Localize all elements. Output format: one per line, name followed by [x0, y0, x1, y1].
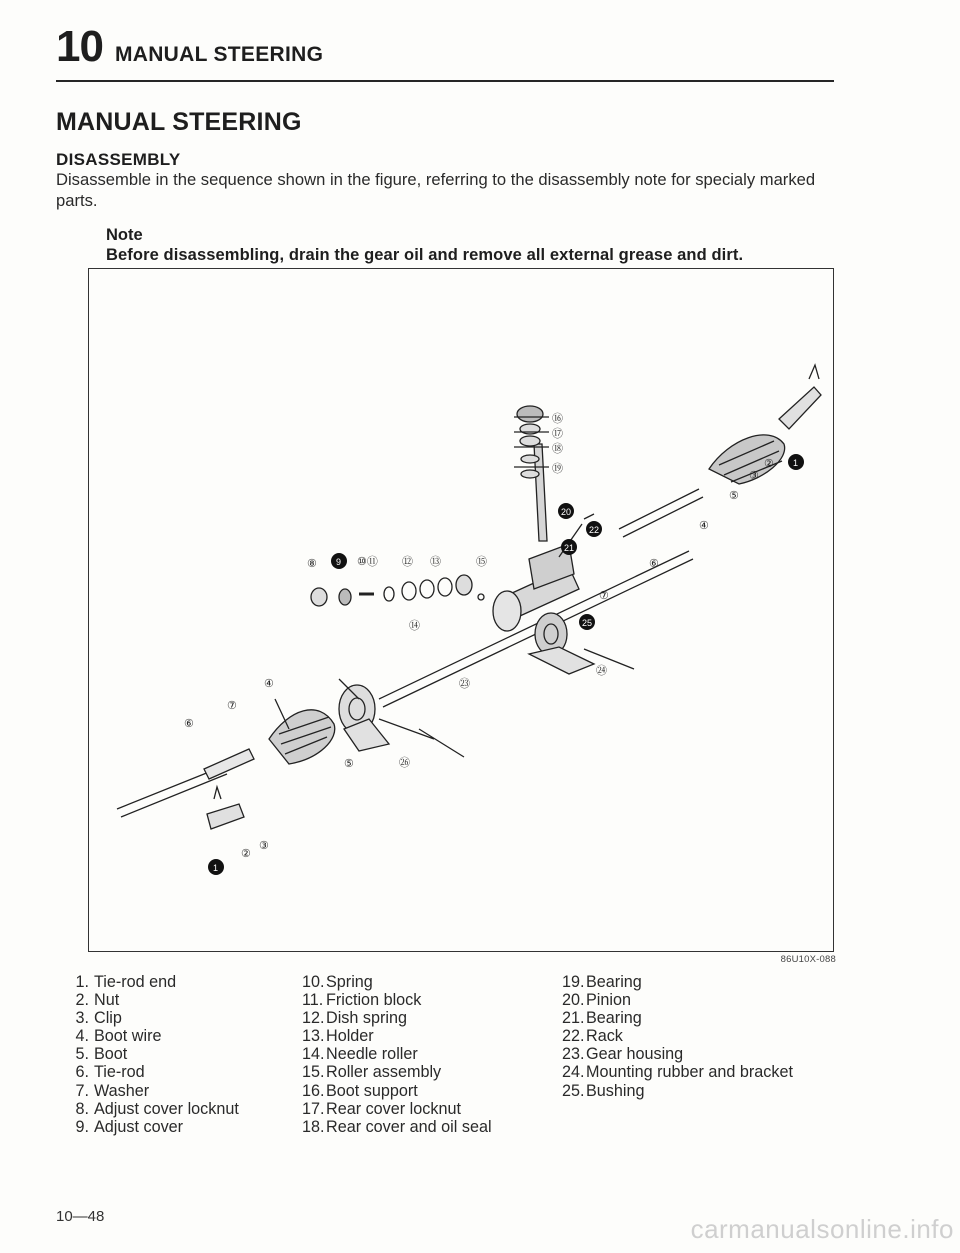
- svg-text:⑦: ⑦: [599, 590, 609, 602]
- exploded-diagram: [88, 268, 834, 952]
- section-title: MANUAL STEERING: [56, 108, 302, 136]
- chapter-number: 10: [56, 22, 103, 71]
- list-item: 22.Rack: [562, 1027, 623, 1046]
- svg-text:③: ③: [259, 840, 269, 852]
- parts-list-column-1: [70, 973, 239, 1136]
- list-item: 8. Adjust cover locknut: [75, 1099, 239, 1118]
- list-item: 21.Bearing: [562, 1009, 642, 1028]
- svg-text:⑫: ⑫: [402, 556, 413, 568]
- list-item: 16.Boot support: [302, 1081, 418, 1100]
- note-text: Before disassembling, drain the gear oil and remove all external grease and dirt.: [106, 246, 744, 264]
- list-item: 25.Bushing: [562, 1081, 645, 1100]
- svg-text:⑤: ⑤: [729, 490, 739, 502]
- chapter-title: MANUAL STEERING: [114, 43, 324, 66]
- svg-text:③: ③: [749, 470, 759, 482]
- list-item: 18.Rear cover and oil seal: [302, 1117, 492, 1136]
- list-item: 5. Boot: [75, 1045, 128, 1064]
- figure-code: 86U10X-088: [780, 954, 836, 965]
- subsection-title: DISASSEMBLY: [56, 150, 181, 169]
- svg-text:1: 1: [793, 458, 799, 468]
- page-number: 10—48: [56, 1208, 105, 1225]
- svg-text:㉖: ㉖: [399, 757, 410, 769]
- svg-text:1: 1: [213, 863, 219, 873]
- svg-text:⑬: ⑬: [430, 556, 441, 568]
- svg-text:㉓: ㉓: [459, 678, 470, 690]
- list-item: 11. Friction block: [302, 991, 422, 1010]
- list-item: 13.Holder: [302, 1027, 374, 1046]
- list-item: 10.Spring: [302, 973, 373, 991]
- parts-list-column-2: [302, 973, 492, 1136]
- list-item: 23.Gear housing: [562, 1045, 684, 1064]
- svg-text:⑭: ⑭: [409, 620, 420, 632]
- steering-gear-illustration: [89, 269, 835, 953]
- list-item: 9. Adjust cover: [75, 1117, 184, 1136]
- list-item: 1. Tie-rod end: [75, 973, 177, 991]
- svg-text:⑧: ⑧: [307, 558, 317, 570]
- svg-text:21: 21: [564, 543, 575, 553]
- list-item: 20.Pinion: [562, 991, 631, 1010]
- note-label: Note: [106, 226, 143, 244]
- chapter-header: [56, 22, 323, 82]
- svg-text:⑥: ⑥: [649, 558, 659, 570]
- svg-text:⑮: ⑮: [476, 556, 487, 568]
- svg-text:④: ④: [264, 678, 274, 690]
- svg-text:⑱: ⑱: [552, 443, 563, 455]
- list-item: 15.Roller assembly: [302, 1063, 442, 1082]
- watermark: carmanualsonline.info: [690, 1214, 954, 1244]
- parts-list-column-3: [562, 973, 796, 1100]
- svg-text:22: 22: [589, 525, 600, 535]
- svg-text:⑥: ⑥: [184, 718, 194, 730]
- svg-text:⑲: ⑲: [552, 463, 563, 475]
- svg-text:9: 9: [336, 557, 342, 567]
- header-rule: [56, 80, 834, 82]
- svg-text:25: 25: [582, 618, 593, 628]
- list-item: 6. Tie-rod: [75, 1063, 145, 1082]
- svg-text:⑯: ⑯: [552, 413, 563, 425]
- svg-text:20: 20: [561, 507, 572, 517]
- intro-paragraph: Disassemble in the sequence shown in the figure, referring to the disassembly note for specialy marked parts.: [56, 170, 816, 210]
- list-item: 14.Needle roller: [302, 1045, 418, 1064]
- list-item: 19.Bearing: [562, 973, 642, 991]
- list-item: 12.Dish spring: [302, 1009, 407, 1028]
- svg-text:㉔: ㉔: [596, 665, 607, 677]
- list-item: 24.Mounting rubber and bracket: [562, 1063, 793, 1082]
- list-item: 4. Boot wire: [75, 1027, 162, 1046]
- svg-text:⑩⑪: ⑩⑪: [357, 556, 378, 568]
- list-item: 2. Nut: [75, 991, 120, 1010]
- list-item: 7. Washer: [75, 1081, 150, 1100]
- svg-text:⑦: ⑦: [227, 700, 237, 712]
- svg-text:②: ②: [241, 848, 251, 860]
- svg-text:④: ④: [699, 520, 709, 532]
- svg-text:⑤: ⑤: [344, 758, 354, 770]
- svg-text:②: ②: [764, 458, 774, 470]
- list-item: 17.Rear cover locknut: [302, 1099, 461, 1118]
- svg-text:⑰: ⑰: [552, 428, 563, 440]
- list-item: 3. Clip: [75, 1009, 122, 1028]
